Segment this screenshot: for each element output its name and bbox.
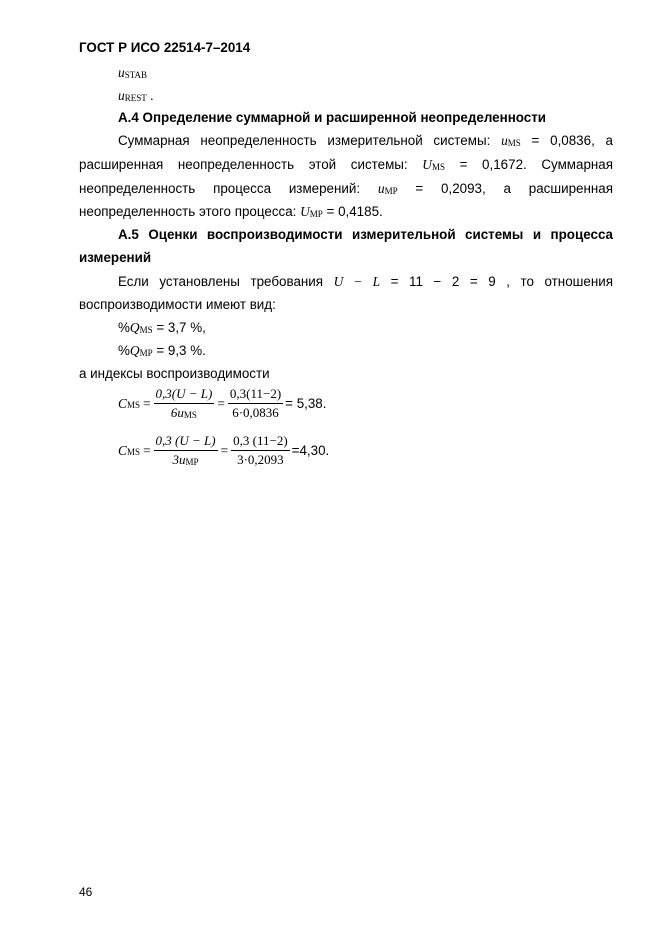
f1-num1: 0,3(U − L) <box>154 386 215 404</box>
a5-line-1-value: = 11 − 2 = 9 , то отношения <box>390 274 613 289</box>
a4-line-3 <box>79 181 613 197</box>
q-ms-var: Q <box>129 320 140 335</box>
f1-eq1: = <box>142 395 151 411</box>
u-rest-sub: REST <box>124 93 147 103</box>
u-ms-sub: MS <box>507 138 521 148</box>
f2-result: =4,30. <box>291 443 330 458</box>
u-rest-var: u <box>118 88 125 103</box>
q-mp-prefix: % <box>118 343 130 358</box>
f1-num2: 0,3(11−2) <box>228 386 283 404</box>
f1-frac-1 <box>154 386 215 421</box>
a4-line-4 <box>79 204 383 220</box>
f2-eq2: = <box>220 442 229 458</box>
a5-line-1-text: Если установлены требования <box>118 274 324 289</box>
a5-line-2: воспроизводимости имеют вид: <box>79 297 276 312</box>
a5-line-1 <box>118 274 613 290</box>
page-number: 46 <box>79 885 93 899</box>
f2-frac-2 <box>231 433 290 468</box>
U-mp-var: U <box>300 204 310 219</box>
f2-lhs-sub: MS <box>126 446 140 457</box>
f2-eq1: = <box>142 442 151 458</box>
f2-lhs-var: C <box>118 442 127 458</box>
u-stab-line <box>118 65 147 81</box>
f1-den1: 6u <box>170 405 184 420</box>
u-rest-line <box>118 88 153 104</box>
q-mp-value: = 9,3 %. <box>152 343 206 358</box>
a4-line-2-value: = 0,1672. Суммарная <box>459 157 613 172</box>
a4-line-4-text: неопределенность этого процесса: <box>79 204 297 219</box>
a4-line-1-value: = 0,0836, а <box>531 133 613 148</box>
section-a4-heading: А.4 Определение суммарной и расширенной неопределенности <box>118 110 547 125</box>
U-ms-var: U <box>422 157 432 172</box>
section-a5-heading-line-2: измерений <box>79 250 152 265</box>
u-mp-var: u <box>377 181 385 196</box>
u-minus-l-expr: U − L <box>333 274 381 289</box>
a4-line-3-value: = 0,2093, а расширенная <box>415 181 613 196</box>
f1-result: = 5,38. <box>285 396 327 411</box>
u-ms-var: u <box>501 133 508 148</box>
formula-c-ms <box>118 386 326 421</box>
u-rest-suffix: . <box>146 88 154 103</box>
q-mp-sub: MP <box>139 348 153 358</box>
f2-den1: 3u <box>172 452 186 467</box>
u-mp-sub: MP <box>384 186 398 196</box>
f1-lhs-var: C <box>118 395 127 411</box>
U-ms-sub: MS <box>431 162 445 172</box>
a4-line-3-text: неопределенность процесса измерений: <box>79 181 361 196</box>
f1-lhs-sub: MS <box>126 399 140 410</box>
document-header: ГОСТ Р ИСО 22514-7–2014 <box>79 40 251 55</box>
q-ms-prefix: % <box>118 320 130 335</box>
a4-line-1-text: Суммарная неопределенность измерительной системы: <box>118 133 491 148</box>
a4-line-2-text: расширенная неопределенность этой системы: <box>79 157 408 172</box>
q-ms-line <box>118 320 206 336</box>
f2-num2: 0,3 (11−2) <box>231 433 290 451</box>
u-stab-sub: STAB <box>124 70 147 80</box>
a4-line-1 <box>118 133 613 149</box>
f2-den1-sub: MP <box>185 457 199 467</box>
f1-eq2: = <box>217 395 225 411</box>
f2-den2: 3·0,2093 <box>237 452 284 467</box>
q-ms-value: = 3,7 %, <box>152 320 206 335</box>
q-mp-var: Q <box>129 343 140 358</box>
f1-frac-2 <box>228 386 283 421</box>
section-a5-heading-line-1: А.5 Оценки воспроизводимости измерительной системы и процесса <box>118 227 613 242</box>
indices-label: а индексы воспроизводимости <box>79 366 270 381</box>
U-mp-sub: MP <box>309 209 323 219</box>
f1-den2: 6·0,0836 <box>232 405 279 420</box>
f2-num1: 0,3 (U − L) <box>154 433 218 451</box>
f1-den1-sub: MS <box>183 410 197 420</box>
a4-line-2 <box>79 157 613 173</box>
formula-c-mp <box>118 433 329 468</box>
q-ms-sub: MS <box>139 325 153 335</box>
u-stab-var: u <box>118 65 125 80</box>
a4-line-4-value: = 0,4185. <box>326 204 383 219</box>
f2-frac-1 <box>154 433 218 468</box>
q-mp-line <box>118 343 206 359</box>
